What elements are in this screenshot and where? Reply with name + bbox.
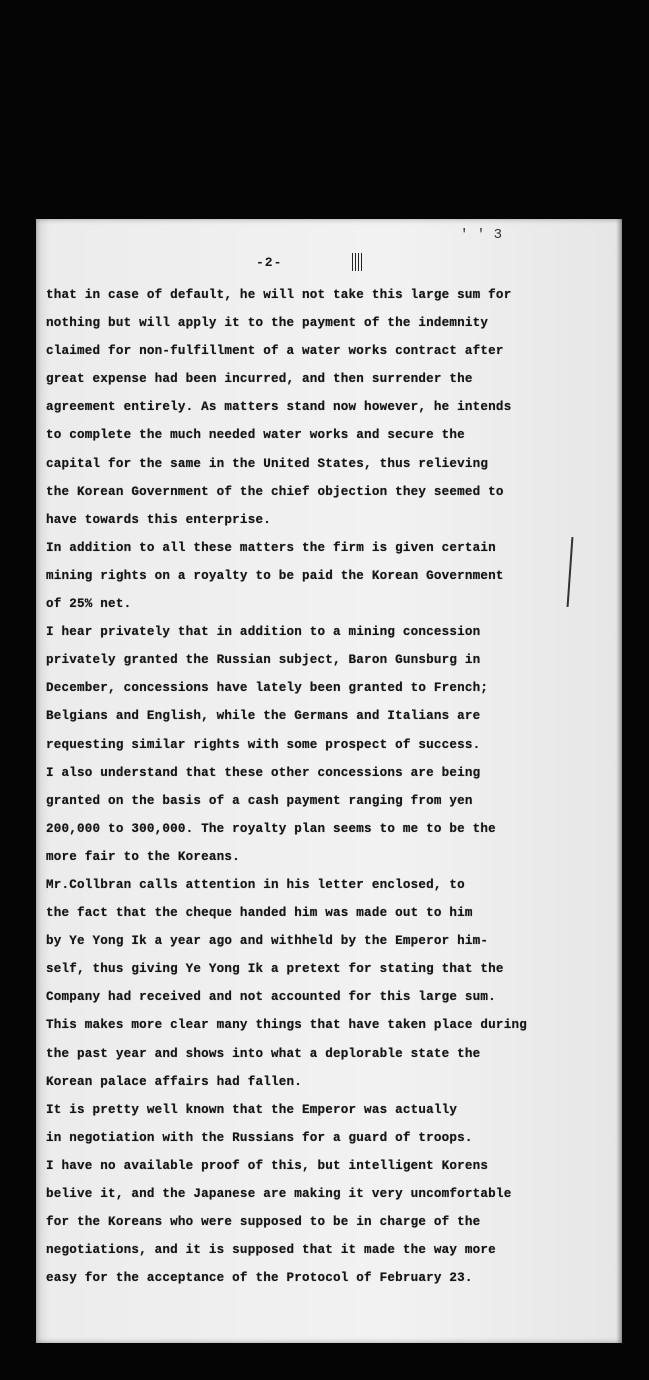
text-line: by Ye Yong Ik a year ago and withheld by the Emperor him- <box>46 934 489 949</box>
document-page <box>36 219 622 1343</box>
text-line: granted on the basis of a cash payment ranging from yen <box>46 793 473 808</box>
text-line: the Korean Government of the chief objection they seemed to <box>46 484 504 499</box>
text-line: I hear privately that in addition to a mining concession <box>46 625 481 640</box>
text-line: Company had received and not accounted for this large sum. <box>46 990 496 1005</box>
scan-artifact-mark <box>352 253 364 271</box>
text-line: negotiations, and it is supposed that it made the way more <box>46 1243 496 1258</box>
text-line: Korean palace affairs had fallen. <box>46 1074 302 1089</box>
text-line: privately granted the Russian subject, Baron Gunsburg in <box>46 653 481 668</box>
text-line: nothing but will apply it to the payment of the indemnity <box>46 316 489 331</box>
text-line: This makes more clear many things that have taken place during <box>46 1018 527 1033</box>
text-line: more fair to the Koreans. <box>46 849 240 864</box>
page-edge-shadow <box>616 219 622 1343</box>
text-line: requesting similar rights with some prospect of success. <box>46 737 481 752</box>
text-line: Mr.Collbran calls attention in his letter enclosed, to <box>46 877 465 892</box>
text-line: the fact that the cheque handed him was made out to him <box>46 906 473 921</box>
text-line: belive it, and the Japanese are making it very uncomfortable <box>46 1187 512 1201</box>
text-line: I have no available proof of this, but intelligent Korens <box>46 1158 489 1173</box>
text-line: of 25% net. <box>46 597 132 612</box>
text-line: agreement entirely. As matters stand now however, he intends <box>46 400 512 415</box>
pencil-mark: ′ ′ 3 <box>460 227 503 243</box>
text-line: claimed for non-fulfillment of a water works contract after <box>46 344 504 359</box>
text-line: the past year and shows into what a deplorable state the <box>46 1046 481 1061</box>
text-line: December, concessions have lately been granted to French; <box>46 681 489 696</box>
text-line: in negotiation with the Russians for a guard of troops. <box>46 1130 473 1145</box>
text-line: to complete the much needed water works and secure the <box>46 428 465 443</box>
text-line: 200,000 to 300,000. The royalty plan seems to me to be the <box>46 821 496 836</box>
text-line: It is pretty well known that the Emperor was actually <box>46 1102 458 1117</box>
page-number: -2- <box>256 255 283 270</box>
text-line: I also understand that these other concessions are being <box>46 765 481 780</box>
text-line: mining rights on a royalty to be paid the Korean Government <box>46 568 504 583</box>
text-line: great expense had been incurred, and then surrender the <box>46 372 473 387</box>
text-line: self, thus giving Ye Yong Ik a pretext for stating that the <box>46 962 504 977</box>
text-line: easy for the acceptance of the Protocol of February 23. <box>46 1271 473 1286</box>
typewritten-body <box>46 281 606 1292</box>
text-line: In addition to all these matters the firm is given certain <box>46 540 496 555</box>
text-line: capital for the same in the United States, thus relieving <box>46 456 489 471</box>
text-line: have towards this enterprise. <box>46 512 271 527</box>
text-line: for the Koreans who were supposed to be in charge of the <box>46 1215 481 1230</box>
text-line: that in case of default, he will not take this large sum for <box>46 288 512 302</box>
text-line: Belgians and English, while the Germans and Italians are <box>46 709 481 724</box>
